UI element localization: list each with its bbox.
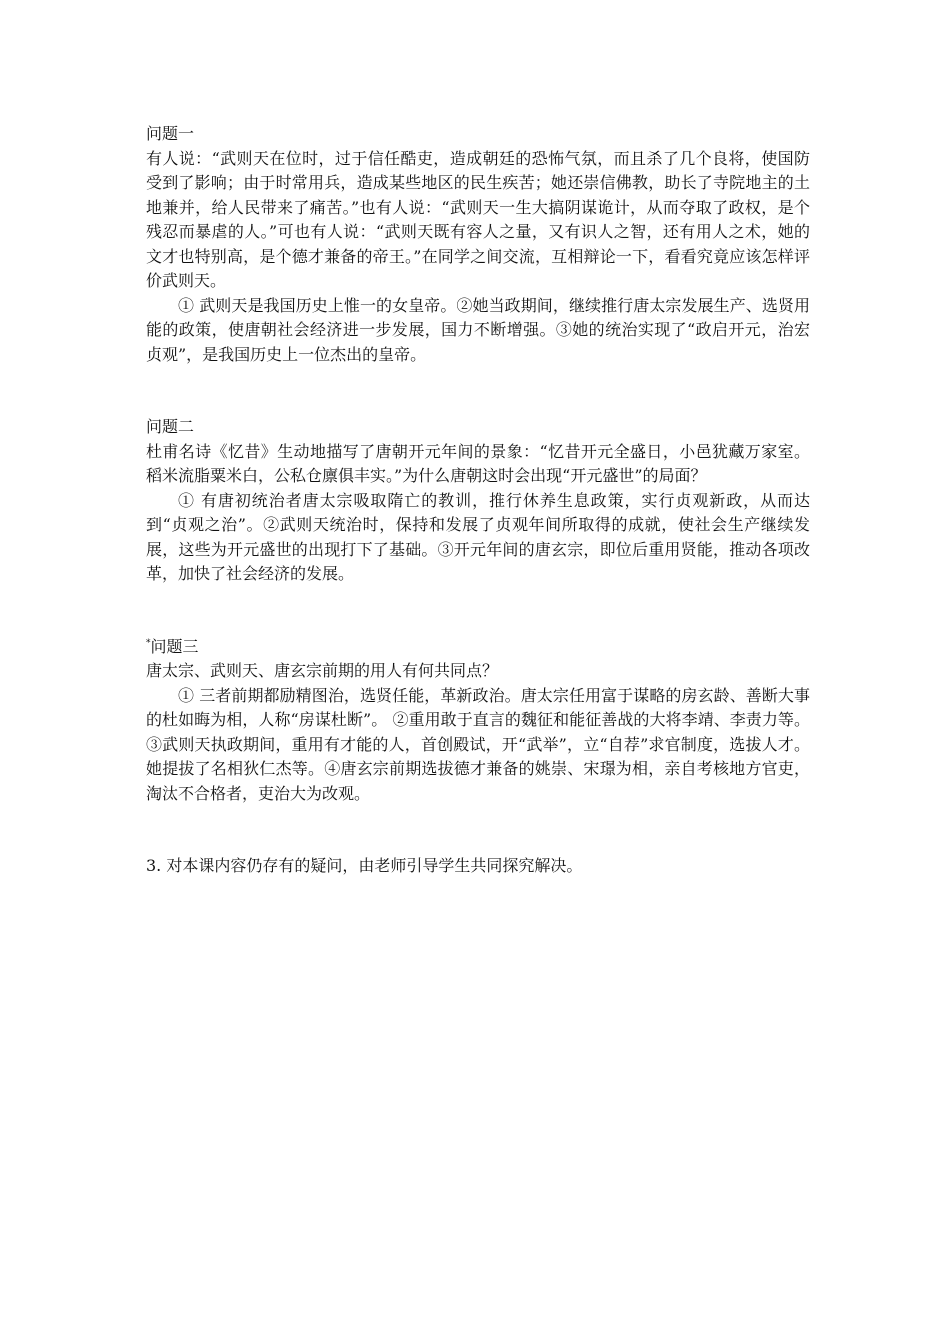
section-heading <box>146 635 810 660</box>
section-marker: * <box>146 638 151 649</box>
answer-text: ① 三者前期都励精图治，选贤任能，革新政治。唐太宗任用富于谋略的房玄龄、善断大事的杜如晦为相，人称“房谋杜断”。 ②重用敢于直言的魏征和能征善战的大将李靖、李责力等。③武则天执政期间，重用有才能的人，首创殿试，开“武举”，立“自荐”求官制度，选拔人才。她提拔了名相狄仁杰等。④唐玄宗前期选拔德才兼备的姚崇、宋璟为相，亲自考核地方官吏，淘汰不合格者，吏治大为改观。 <box>146 685 810 803</box>
section-heading-text: 问题三 <box>150 636 199 656</box>
section-heading-text: 问题二 <box>146 417 195 436</box>
footer-note: 3. 对本课内容仍存有的疑问，由老师引导学生共同探究解决。 <box>146 856 583 875</box>
section-question-2 <box>146 415 810 587</box>
answer-text: ① 武则天是我国历史上惟一的女皇帝。②她当政期间，继续推行唐太宗发展生产、选贤用能的政策，使唐朝社会经济进一步发展，国力不断增强。③她的统治实现了“政启开元，治宏贞观”，是我国历史上一位杰出的皇帝。 <box>146 295 810 364</box>
section-heading-text: 问题一 <box>146 124 195 143</box>
section-question-1 <box>146 122 810 367</box>
section-heading <box>146 415 810 440</box>
section-question-3 <box>146 635 810 807</box>
question-text: 有人说：“武则天在位时，过于信任酷吏，造成朝廷的恐怖气氛，而且杀了几个良将，使国防受到了影响；由于时常用兵，造成某些地区的民生疾苦；她还崇信佛教，助长了寺院地主的土地兼并，给人民带来了痛苦。”也有人说：“武则天一生大搞阴谋诡计，从而夺取了政权，是个残忍而暴虐的人。”可也有人说：“武则天既有容人之量，又有识人之智，还有用人之术，她的文才也特别高，是个德才兼备的帝王。”在同学之间交流，互相辩论一下，看看究竟应该怎样评价武则天。 <box>146 148 810 290</box>
answer-text: ① 有唐初统治者唐太宗吸取隋亡的教训，推行休养生息政策，实行贞观新政，从而达到“贞观之治”。②武则天统治时，保持和发展了贞观年间所取得的成就，使社会生产继续发展，这些为开元盛世的出现打下了基础。③开元年间的唐玄宗，即位后重用贤能，推动各项改革，加快了社会经济的发展。 <box>146 490 810 583</box>
question-text: 杜甫名诗《忆昔》生动地描写了唐朝开元年间的景象：“忆昔开元全盛日，小邑犹藏万家室。稻米流脂粟米白，公私仓廪俱丰实。”为什么唐朝这时会出现“开元盛世”的局面？ <box>146 441 810 485</box>
section-heading <box>146 122 810 147</box>
question-text: 唐太宗、武则天、唐玄宗前期的用人有何共同点？ <box>146 661 499 680</box>
document-page <box>146 122 810 879</box>
